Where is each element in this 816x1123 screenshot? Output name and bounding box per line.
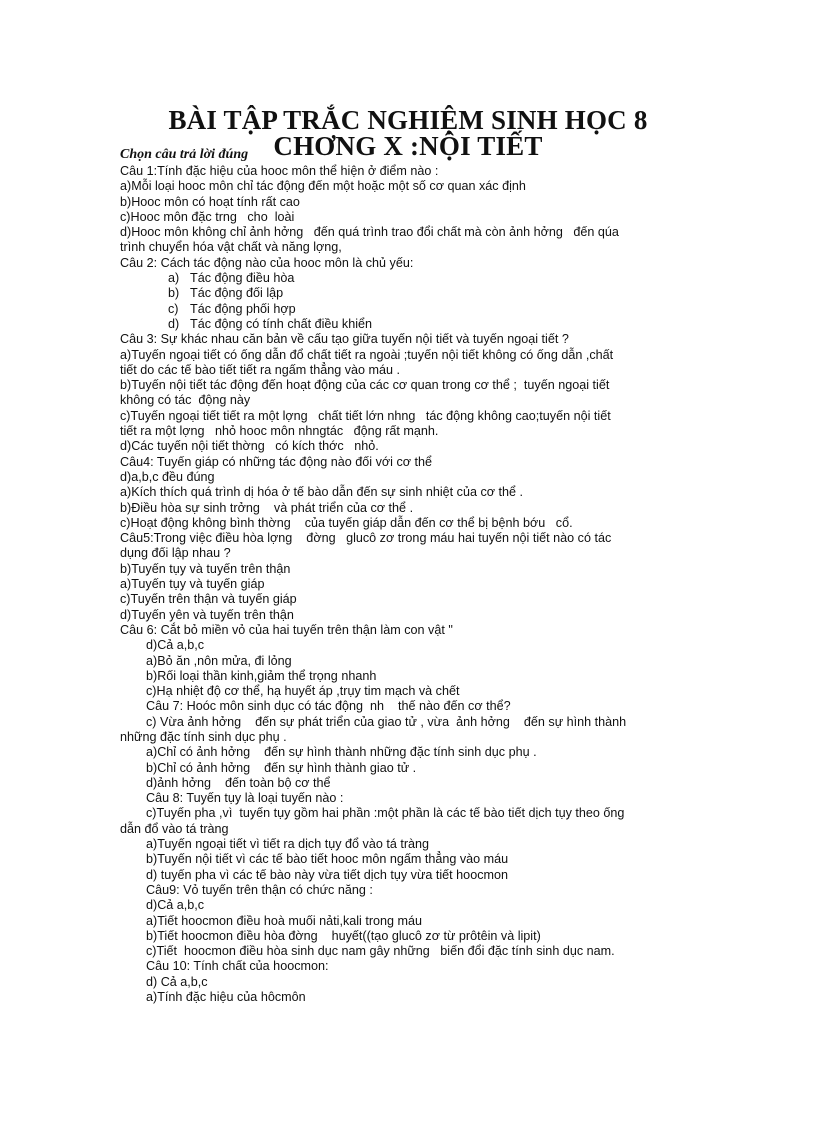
text-line: Câu 7: Hoóc môn sinh dục có tác động nh thế nào đến cơ thể? <box>146 699 511 714</box>
text-line: c)Hoạt động không bình thờng của tuyến giáp dẫn đến cơ thể bị bệnh bớu cổ. <box>120 515 573 530</box>
text-line: a)Tuyến ngoại tiết có ống dẫn đổ chất tiết ra ngoài ;tuyến nội tiết không có ống dẫn ,chất <box>120 347 614 362</box>
text-line: c)Tiết hoocmon điều hòa sinh dục nam gây những biến đổi đặc tính sinh dục nam. <box>146 944 615 959</box>
text-line: Câu 8: Tuyến tụy là loại tuyến nào : <box>146 791 344 806</box>
text-line <box>120 302 700 317</box>
text-line <box>120 317 700 332</box>
text-line: Câu 3: Sự khác nhau căn bản về cấu tạo giữa tuyến nội tiết và tuyến ngoại tiết ? <box>120 332 569 347</box>
text-line: d)Tuyến yên và tuyến trên thận <box>120 607 294 622</box>
option-text: Tác động điều hòa <box>190 271 295 286</box>
option-text: Tác động đối lập <box>190 286 284 301</box>
text-line: Câu 1:Tính đặc hiệu của hooc môn thể hiện ở điểm nào : <box>120 164 439 178</box>
text-line: b)Hooc môn có hoạt tính rất cao <box>120 194 300 209</box>
text-line: tiết do các tế bào tiết tiết ra ngấm thẳng vào máu . <box>120 362 401 377</box>
text-line: Câu 10: Tính chất của hoocmon: <box>146 959 329 974</box>
document-title-line-1: BÀI TẬP TRẮC NGHIỆM SINH HỌC 8 <box>168 105 648 135</box>
text-line: b)Chỉ có ảnh hởng đến sự hình thành giao tử . <box>146 760 417 775</box>
text-line: a)Tiết hoocmon điều hoà muối nảti,kali trong máu <box>146 913 423 928</box>
text-line <box>120 271 700 286</box>
text-line: b)Tuyến tụy và tuyến trên thận <box>120 561 291 576</box>
text-line: a)Tuyến ngoại tiết vì tiết ra dịch tụy đổ vào tá tràng <box>146 837 430 852</box>
text-line: d)a,b,c đều đúng <box>120 469 215 484</box>
option-text: Tác động có tính chất điều khiển <box>190 316 373 331</box>
text-line: c)Tuyến ngoại tiết tiết ra một lợng chất tiết lớn nhng tác động không cao;tuyến nội tiết <box>120 408 611 423</box>
text-line: c)Hooc môn đặc trng cho loài <box>120 209 295 224</box>
text-line: Câu4: Tuyến giáp có những tác động nào đối với cơ thể <box>120 454 433 469</box>
text-line: d)Cả a,b,c <box>146 638 205 653</box>
text-line: dẫn đổ vào tá tràng <box>120 821 229 836</box>
text-line: c)Tuyến pha ,vì tuyến tụy gồm hai phần :một phần là các tế bào tiết dịch tụy theo ống <box>146 806 625 821</box>
text-line: d)Cả a,b,c <box>146 898 205 913</box>
text-line: trình chuyển hóa vật chất và năng lợng, <box>120 240 342 255</box>
text-line: b)Rối loại thần kinh,giảm thể trọng nhanh <box>146 668 377 683</box>
option-label: d) <box>168 316 180 331</box>
option-label: b) <box>168 286 180 301</box>
text-line: d)Hooc môn không chỉ ảnh hởng đến quá trình trao đổi chất mà còn ảnh hởng đến qúa <box>120 225 619 240</box>
option-label: a) <box>168 271 180 286</box>
text-line: a)Kích thích quá trình dị hóa ở tế bào dẫn đến sự sinh nhiệt của cơ thể . <box>120 485 524 500</box>
question-list <box>120 164 700 1005</box>
text-line: không có tác động này <box>120 393 251 408</box>
text-line: Câu5:Trong việc điều hòa lợng đờng glucô zơ trong máu hai tuyến nội tiết nào có tác <box>120 531 612 546</box>
text-line: b)Tuyến nội tiết tác động đến hoạt động của các cơ quan trong cơ thể ; tuyến ngoại tiết <box>120 378 610 393</box>
text-line: a)Bỏ ăn ,nôn mửa, đi lỏng <box>146 653 292 668</box>
text-line: c)Hạ nhiệt độ cơ thể, hạ huyết áp ,trụy tim mạch và chết <box>146 684 460 699</box>
instruction-subtitle: Chọn câu trả lời đúng <box>120 147 249 162</box>
option-text: Tác động phối hợp <box>190 301 296 316</box>
text-line: c)Tuyến trên thận và tuyến giáp <box>120 592 297 607</box>
text-line: d)Các tuyến nội tiết thờng có kích thớc nhỏ. <box>120 439 379 454</box>
text-line: Câu 6: Cắt bỏ miền vỏ của hai tuyến trên thận làm con vật " <box>120 622 453 637</box>
option-label: c) <box>168 301 179 316</box>
text-line <box>120 286 700 301</box>
text-line: d)ảnh hởng đến toàn bộ cơ thể <box>146 775 331 790</box>
text-line: b)Điều hòa sự sinh trởng và phát triển của cơ thể . <box>120 500 414 515</box>
text-line: Câu9: Vỏ tuyến trên thận có chức năng : <box>146 882 373 897</box>
text-line: a)Tính đặc hiệu của hôcmôn <box>146 990 306 1005</box>
document-title-line-2: CHƠNG X :NỘI TIẾT <box>273 131 543 161</box>
text-line: d) Cả a,b,c <box>146 974 208 989</box>
text-line: a)Tuyến tụy và tuyến giáp <box>120 577 265 592</box>
text-line: tiết ra một lợng nhỏ hooc môn nhngtác động rất mạnh. <box>120 424 439 439</box>
text-line: b)Tiết hoocmon điều hòa đờng huyết((tạo glucô zơ từ prôtêin và lipit) <box>146 928 541 943</box>
text-line: d) tuyến pha vì các tế bào này vừa tiết dịch tụy vừa tiết hoocmon <box>146 867 508 882</box>
text-line: a)Chỉ có ảnh hởng đến sự hình thành những đặc tính sinh dục phụ . <box>146 745 537 760</box>
text-line: c) Vừa ảnh hởng đến sự phát triển của giao tử , vừa ảnh hởng đến sự hình thành <box>146 714 627 729</box>
text-line: dụng đối lập nhau ? <box>120 546 231 561</box>
text-line: a)Mỗi loại hooc môn chỉ tác động đến một hoặc một số cơ quan xác định <box>120 179 526 194</box>
text-line: b)Tuyến nội tiết vì các tế bào tiết hooc môn ngấm thẳng vào máu <box>146 852 509 867</box>
text-line: Câu 2: Cách tác động nào của hooc môn là chủ yếu: <box>120 255 414 270</box>
text-line: những đặc tính sinh dục phụ . <box>120 729 287 744</box>
